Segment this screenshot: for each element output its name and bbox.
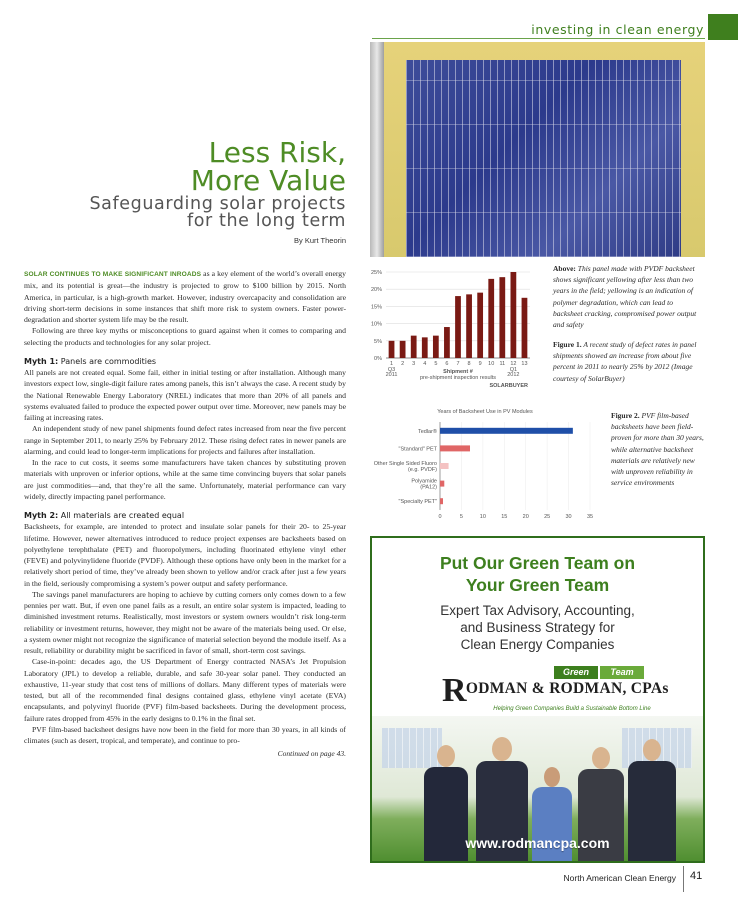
article-title-line-1: Less Risk, xyxy=(208,136,346,169)
bar xyxy=(433,336,439,358)
firm-name: ODMAN & RODMAN, CPAs xyxy=(465,680,669,697)
x-axis-title: Shipment # xyxy=(443,369,473,375)
defect-rate-chart-svg xyxy=(358,262,540,390)
paragraph: All panels are not created equal. Some fail, either in initial testing or after installation. Although many investors expect low, single-digit failure rates among panels, this isn’t always the case. A recent study by the National Renewable Energy Laboratory (NREL) indicates that more than 20% of all panels and systems evaluated failed to produce the expected power output over time. Moreover, new panels may be failing at increasing rates. xyxy=(24,368,346,422)
bar xyxy=(511,272,517,358)
source-logo: SOLARBUYER xyxy=(489,383,528,389)
ad-subheadline xyxy=(372,602,703,653)
y-tick-label-sub: (PA12) xyxy=(420,484,437,491)
x-tick-label: 20 xyxy=(522,514,529,520)
x-tick-label: 9 xyxy=(478,361,482,367)
x-tick-label: 13 xyxy=(521,361,528,367)
ad-sub-line: Expert Tax Advisory, Accounting, xyxy=(440,603,635,618)
caption-label: Figure 2. xyxy=(611,411,640,420)
bar xyxy=(477,293,483,358)
head xyxy=(544,767,560,787)
bar xyxy=(444,327,450,358)
x-note-quarter: Q1 xyxy=(509,367,518,373)
y-tick-label: 5% xyxy=(374,338,382,345)
firm-initial: R xyxy=(442,672,467,709)
section-header: investing in clean energy xyxy=(531,22,704,37)
bar xyxy=(522,298,528,358)
ad-sub-line: Clean Energy Companies xyxy=(460,637,615,652)
bar xyxy=(440,445,470,451)
ad-sub-line: and Business Strategy for xyxy=(460,620,615,635)
bar xyxy=(440,481,444,487)
y-tick-label: Polyamide xyxy=(411,478,437,485)
y-tick-label: 15% xyxy=(370,304,382,311)
y-tick-label: 25% xyxy=(370,270,382,276)
continued-note: Continued on page 43. xyxy=(277,749,346,759)
ad-url-link[interactable]: www.rodmancpa.com xyxy=(465,835,610,851)
paragraph: PVF film-based backsheet designs have now been in the field for more than 30 years, in all kinds of climates (such as desert, tropical, and temperate), and continue to pro- xyxy=(24,724,346,745)
myth-label: Myth 2: xyxy=(24,511,59,520)
bar xyxy=(499,277,505,358)
badge-right: Team xyxy=(600,666,644,679)
caption-label: Figure 1. xyxy=(553,340,582,349)
panel-frame xyxy=(370,42,384,257)
x-tick-label: 15 xyxy=(501,514,508,520)
bar xyxy=(440,463,449,469)
ad-headline-line: Your Green Team xyxy=(465,575,610,595)
firm-tagline: Helping Green Companies Build a Sustainable Bottom Line xyxy=(493,706,651,712)
defect-rate-chart xyxy=(358,262,540,390)
byline: By Kurt Theorin xyxy=(294,236,346,245)
x-tick-label: 11 xyxy=(499,361,506,367)
caption-above xyxy=(553,263,703,330)
article-subtitle-line-2: for the long term xyxy=(186,211,346,231)
solar-cell xyxy=(406,60,681,257)
x-tick-label: 25 xyxy=(544,514,551,520)
paragraph: Case-in-point: decades ago, the US Department of Energy contracted NASA’s Jet Propulsion Laboratory (JPL) to develop a reliable, durable, and safe 30-year solar panel. They conducted an exhaustive, 11-year study that cost tens of millions of dollars. Many different types of materials were tested, but all of the recommended final designs contained glass, ethylene vinyl acetate (EVA) encapsulants, and polyvinyl fluoride (PVF) film-based backsheets. During the development process, failure rates dropped from 45% in the early designs to 0.1% in the final set. xyxy=(24,657,346,723)
y-tick-label-sub: (e.g. PVDF) xyxy=(407,467,437,473)
x-tick-label: 4 xyxy=(423,361,427,367)
x-tick-label: 12 xyxy=(510,361,517,367)
article-subtitle-line-1: Safeguarding solar projects xyxy=(89,194,346,214)
y-tick-label: Tedlar® xyxy=(417,428,437,435)
x-tick-label: 0 xyxy=(438,514,442,520)
blouse xyxy=(532,787,572,863)
paragraph: Following are three key myths or misconceptions to guard against when it comes to comparing and selecting the products and technologies for any solar project. xyxy=(24,326,346,347)
chart-title: Years of Backsheet Use in PV Modules xyxy=(437,409,533,415)
x-tick-label: 3 xyxy=(412,361,416,367)
paragraph: In the race to cut costs, it seems some manufacturers have taken chances by substituting proven materials with unproven or inferior options, while at the same time convincing buyers that solar panels are just commodities—and, that they’re all the same. Unfortunately, material performance can vary widely, directly impacting panel performance. xyxy=(24,458,346,501)
ad-headline xyxy=(372,552,703,596)
section-rule xyxy=(372,38,705,39)
x-tick-label: 7 xyxy=(456,361,460,367)
head xyxy=(643,739,661,761)
bar xyxy=(400,341,406,358)
paragraph: The savings panel manufacturers are hoping to achieve by cutting corners only comes down to a few pennies per watt. But, if even one panel fails as a result, an entire solar system is impacted, leading to diminished investment returns. Realistically, most investors or system owners wouldn’t risk long-term reliability or investment returns, however, they might not be aware of the materials being used. Or else, a system owner might not recognize the significance of material selection beyond the module itself. As a result, reliability or durability might be sacrificed in favor of small, short-term cost savings. xyxy=(24,589,346,655)
bar xyxy=(440,498,443,504)
caption-text: This panel made with PVDF backsheet shows significant yellowing after less than two years in the field; yellowing is an indication of polymer degradation, which can lead to backsheet cracking, compromised power output and safety xyxy=(553,264,697,330)
x-tick-label: 10 xyxy=(488,361,495,367)
paragraph: An independent study of new panel shipments found defect rates increased from near the five percent range in September 2011, to nearly 25% by February 2012. These rising defect rates in newer panels are alarming, and could lead to longer-term implications for projects and failures after installation. xyxy=(24,424,346,456)
lede-caps: SOLAR CONTINUES TO MAKE SIGNIFICANT INROADS xyxy=(24,271,202,278)
bar xyxy=(411,336,417,358)
solar-panel-photo xyxy=(370,42,705,257)
x-tick-label: 8 xyxy=(467,361,471,367)
bar xyxy=(422,337,428,358)
team-photo xyxy=(372,716,703,863)
bar xyxy=(440,428,573,434)
caption-text: PVF film-based backsheets have been field-proven for more than 30 years, while alternative backsheet materials are relatively new with unproven reliability in service environments xyxy=(611,411,704,488)
x-tick-label: 35 xyxy=(586,514,594,520)
bar xyxy=(389,341,395,358)
publication-name: North American Clean Energy xyxy=(563,873,676,883)
x-note-quarter: Q3 xyxy=(387,367,396,373)
badge-left: Green xyxy=(554,666,598,679)
head xyxy=(437,745,455,767)
caption-figure-2 xyxy=(611,410,705,488)
x-tick-label: 2 xyxy=(401,361,405,367)
paragraph-text: as a key element of the world’s overall energy mix, and its potential is great—the industry is projected to grow to $100 billion by 2015. North America, in particular, is a high-growth market. However, industry overcapacity and consolidation are driving short-term decisions in some instances that shift more risk to system owners. Faster power-degradation and shorter system life may be the result. xyxy=(24,269,346,324)
ad-headline-line: Put Our Green Team on xyxy=(439,553,636,573)
myth-2-heading xyxy=(24,510,346,521)
x-axis-subtitle: pre-shipment inspection results xyxy=(419,375,497,381)
x-tick-label: 1 xyxy=(390,361,394,367)
myth-title: Panels are commodities xyxy=(58,356,157,366)
y-tick-label: 0% xyxy=(374,356,382,362)
rodman-advertisement[interactable] xyxy=(370,536,705,863)
paragraph xyxy=(24,268,346,325)
myth-label: Myth 1: xyxy=(24,356,59,366)
footer-divider xyxy=(683,866,684,892)
article-title-line-2: More Value xyxy=(190,164,346,197)
x-tick-label: 5 xyxy=(434,361,438,367)
paragraph: Backsheets, for example, are intended to protect and insulate solar panels for their 20- to 25-year lifetime. However, newer alternatives introduced to reduce project expenses are backsheets based on polyethylene terephthalate (PET) and fluoropolymers, including fluorinated ethylene vinyl ether (FEVE) and polyvinylidene fluoride (PVDF). Although these options have only been in the market for a relatively short period of time, they’ve already been shown to yellow and/or crack after just a few years in the field, seriously compromising a system’s power output and safety performance. xyxy=(24,522,346,588)
x-note-year: 2011 xyxy=(385,372,398,378)
y-tick-label: "Standard" PET xyxy=(398,446,437,453)
x-tick-label: 6 xyxy=(445,361,449,367)
myth-title: All materials are created equal xyxy=(58,511,185,520)
bar xyxy=(455,296,461,358)
page-number: 41 xyxy=(690,870,703,882)
y-tick-label: 10% xyxy=(370,321,382,328)
article-body xyxy=(24,268,346,760)
x-tick-label: 10 xyxy=(479,514,486,520)
backsheet-years-chart-svg xyxy=(370,404,596,522)
y-tick-label: 20% xyxy=(370,287,382,294)
y-tick-label: Other Single Sided Fluoro xyxy=(373,461,437,467)
head xyxy=(592,747,610,769)
caption-text: A recent study of defect rates in panel shipments showed an increase from about five percent in 2011 to nearly 25% by 2012 (Image courtesy of SolarBuyer) xyxy=(553,340,697,383)
x-tick-label: 30 xyxy=(565,514,572,520)
caption-figure-1 xyxy=(553,339,703,384)
section-color-tab xyxy=(708,14,738,40)
head xyxy=(492,737,512,761)
backsheet-years-chart xyxy=(370,404,596,522)
x-note-year: 2012 xyxy=(507,372,520,378)
myth-1-heading xyxy=(24,356,346,367)
bar xyxy=(488,279,494,358)
y-tick-label: "Specialty PET" xyxy=(398,499,437,506)
bar xyxy=(466,294,472,358)
x-tick-label: 5 xyxy=(459,514,463,520)
caption-label: Above: xyxy=(553,264,576,273)
